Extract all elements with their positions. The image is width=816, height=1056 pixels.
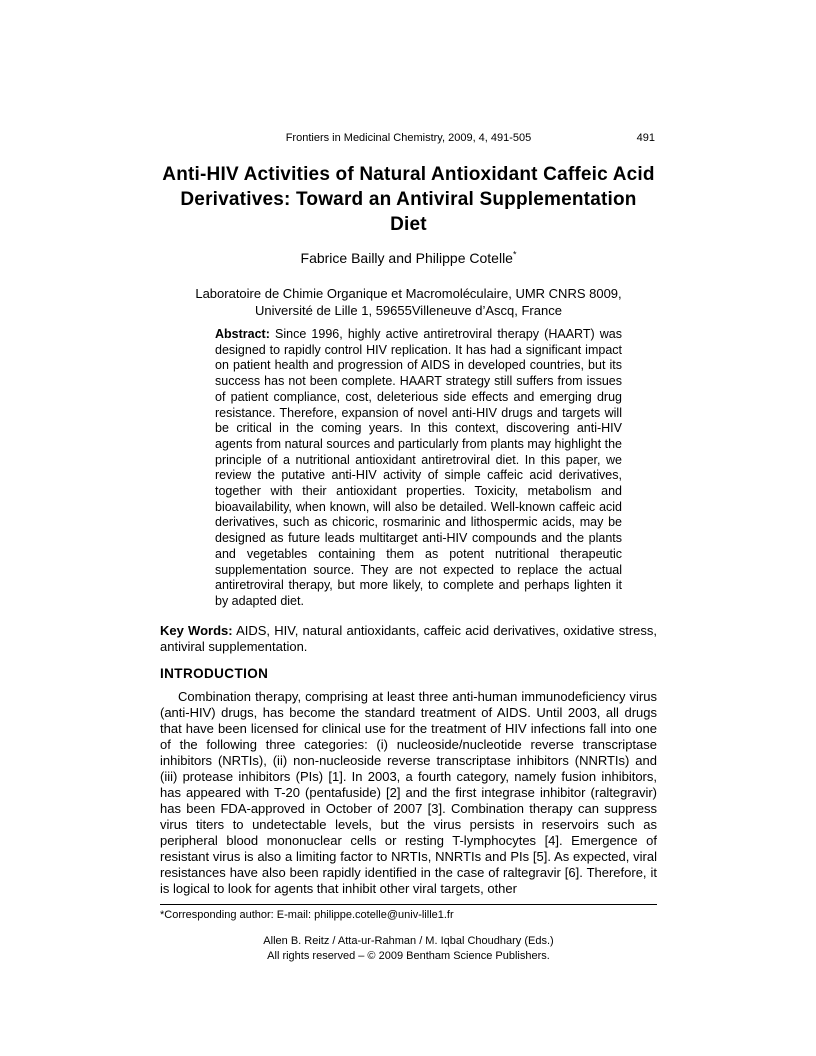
corresponding-author-marker: * (512, 249, 517, 260)
running-header (160, 131, 657, 145)
page-number: 491 (636, 132, 655, 144)
corresponding-author-footnote: *Corresponding author: E-mail: philippe.cotelle@univ-lille1.fr (160, 908, 454, 921)
keywords (160, 623, 657, 656)
introduction-paragraph: Combination therapy, comprising at least three anti-human immunodeficiency virus (anti-HIV) drugs, has become the standard treatment of AIDS. Until 2003, all drugs that have been licensed for clinical use for the treatment of HIV infections fall into one of the following three categories: (i) nucleoside/nucleotide reverse transcriptase inhibitors (NRTIs), (ii) non-nucleoside reverse transcriptase inhibitors (NNRTIs) and (iii) protease inhibitors (PIs) [1]. In 2003, a fourth category, namely fusion inhibitors, has appeared with T-20 (pentafuside) [2] and the first integrase inhibitor (raltegravir) has been FDA-approved in October of 2007 [3]. Combination therapy can suppress virus titers to undetectable levels, but the virus persists in reservoirs such as peripheral blood mononuclear cells or resting T-lymphocytes [4]. Emergence of resistant virus is also a limiting factor to NRTIs, NNRTIs and PIs [5]. As expected, viral resistances have also been rapidly identified in the case of raltegravir [6]. Therefore, it is logical to look for agents that inhibit other viral targets, other (160, 688, 657, 896)
keywords-text: AIDS, HIV, natural antioxidants, caffeic acid derivatives, oxidative stress, antiviral supplementation. (160, 622, 657, 655)
imprint-rights: All rights reserved – © 2009 Bentham Science Publishers. (267, 949, 550, 962)
paper-title: Anti-HIV Activities of Natural Antioxidant Caffeic Acid Derivatives: Toward an Antiviral Supplementation Diet (162, 164, 655, 235)
imprint-editors: Allen B. Reitz / Atta-ur-Rahman / M. Iqbal Choudhary (Eds.) (263, 934, 554, 947)
author-names: Fabrice Bailly and Philippe Cotelle (300, 250, 513, 266)
abstract-text: Since 1996, highly active antiretroviral therapy (HAART) was designed to rapidly control HIV replication. It has had a significant impact on patient health and progression of AIDS in developed countries, but its success has not been complete. HAART strategy still suffers from issues of patient compliance, cost, deleterious side effects and emerging drug resistance. Therefore, expansion of novel anti-HIV drugs and targets will be critical in the coming years. In this context, discovering anti-HIV agents from natural sources and particularly from plants may highlight the principle of a nutritional antioxidant antiretroviral diet. In this paper, we review the putative anti-HIV activity of simple caffeic acid derivatives, together with their antioxidant properties. Toxicity, metabolism and bioavailability, when known, will also be detailed. Well-known caffeic acid derivatives, such as chicoric, rosmarinic and lithospermic acids, may be designed as future leads multitarget anti-HIV compounds and the plants and vegetables containing them as potent nutritional therapeutic supplementation source. They are not expected to replace the actual antiretroviral therapy, but more likely, to complete and perhaps lighten it by adapted diet. (215, 327, 622, 608)
page-content (160, 131, 657, 964)
abstract (215, 327, 622, 610)
authors-line (160, 249, 657, 267)
imprint-block (160, 934, 657, 964)
keywords-label: Key Words: (160, 622, 233, 638)
abstract-label: Abstract: (215, 327, 270, 341)
section-heading-introduction: INTRODUCTION (160, 665, 269, 681)
footnote-block (160, 904, 657, 922)
affiliation: Laboratoire de Chimie Organique et Macromoléculaire, UMR CNRS 8009, Université de Lille 1, 59655Villeneuve d’Ascq, France (195, 286, 622, 318)
journal-citation: Frontiers in Medicinal Chemistry, 2009, 4, 491-505 (285, 132, 532, 144)
